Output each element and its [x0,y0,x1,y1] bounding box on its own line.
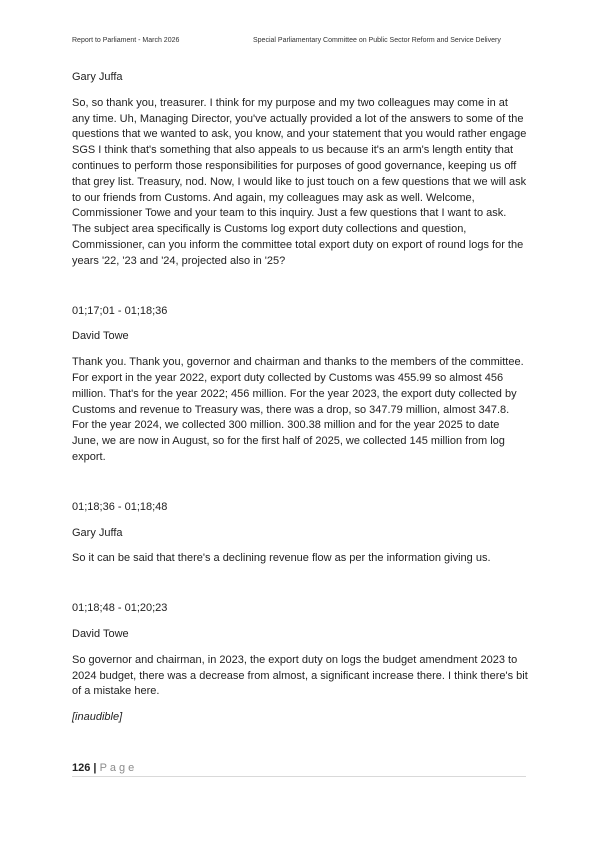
speaker-name: Gary Juffa [72,71,123,83]
transcript-body [72,70,528,726]
speaker-name: David Towe [72,627,129,640]
transcript-block [72,601,528,726]
page-number: 126 [72,762,91,774]
timestamp: 01;17;01 - 01;18;36 [72,304,168,317]
transcript-block [72,70,528,270]
speech-paragraph: So governor and chairman, in 2023, the export duty on logs the budget amendment 2023 to 2024 budget, there was a decrease from almost, a significant increase there. I think there's bit of a mistake here. [72,653,528,698]
page-footer [72,762,526,777]
transcript-block [72,304,528,466]
running-header-right: Special Parliamentary Committee on Public Sector Reform and Service Delivery [253,37,501,44]
speech-paragraph: So, so thank you, treasurer. I think for my purpose and my two colleagues may come in at any time. Uh, Managing Director, you've actually provided a lot of the answers to some of the questions that we wanted to ask, you know, and your statement that you would rather engage SGS I think that's something that also appeals to us because it's an arm's length entity that continues to perform those responsibilities for purposes of good governance, keeping us off that grey list. Treasury, nod. Now, I would like to just touch on a few questions that we will ask to our friends from Customs. And again, my colleagues may ask as well. Welcome, Commissioner Towe and your team to this inquiry. Just a few questions that I want to ask. The subject area specifically is Customs log export duty collections and question, Commissioner, can you inform the committee total export duty on export of round logs for the years '22, '23 and '24, projected also in '25? [72,96,527,267]
speech-paragraph: So it can be said that there's a declining revenue flow as per the information giving us. [72,552,491,565]
running-header-left: Report to Parliament - March 2026 [72,37,180,44]
timestamp: 01;18;36 - 01;18;48 [72,500,168,513]
page-separator: | [93,762,97,774]
speech-paragraph: Thank you. Thank you, governor and chairman and thanks to the members of the committee. For export in the year 2022, export duty collected by Customs was 455.99 so almost 456 million. That's for the year 2022; 456 million. For the year 2023, the export duty collected by Customs and revenue to Treasury was, there was a drop, so 347.79 million, almost 347.8. For the year 2024, we collected 300 million. 300.38 million and for the year 2025 to date June, we are now in August, so for the first half of 2025, we collected 145 million from log export. [72,356,524,463]
transcript-block [72,500,528,567]
page-label: Page [99,762,138,774]
timestamp: 01;18;48 - 01;20;23 [72,602,168,615]
speaker-name: Gary Juffa [72,526,123,539]
inaudible-note: [inaudible] [72,711,123,724]
speaker-name: David Towe [72,330,129,343]
